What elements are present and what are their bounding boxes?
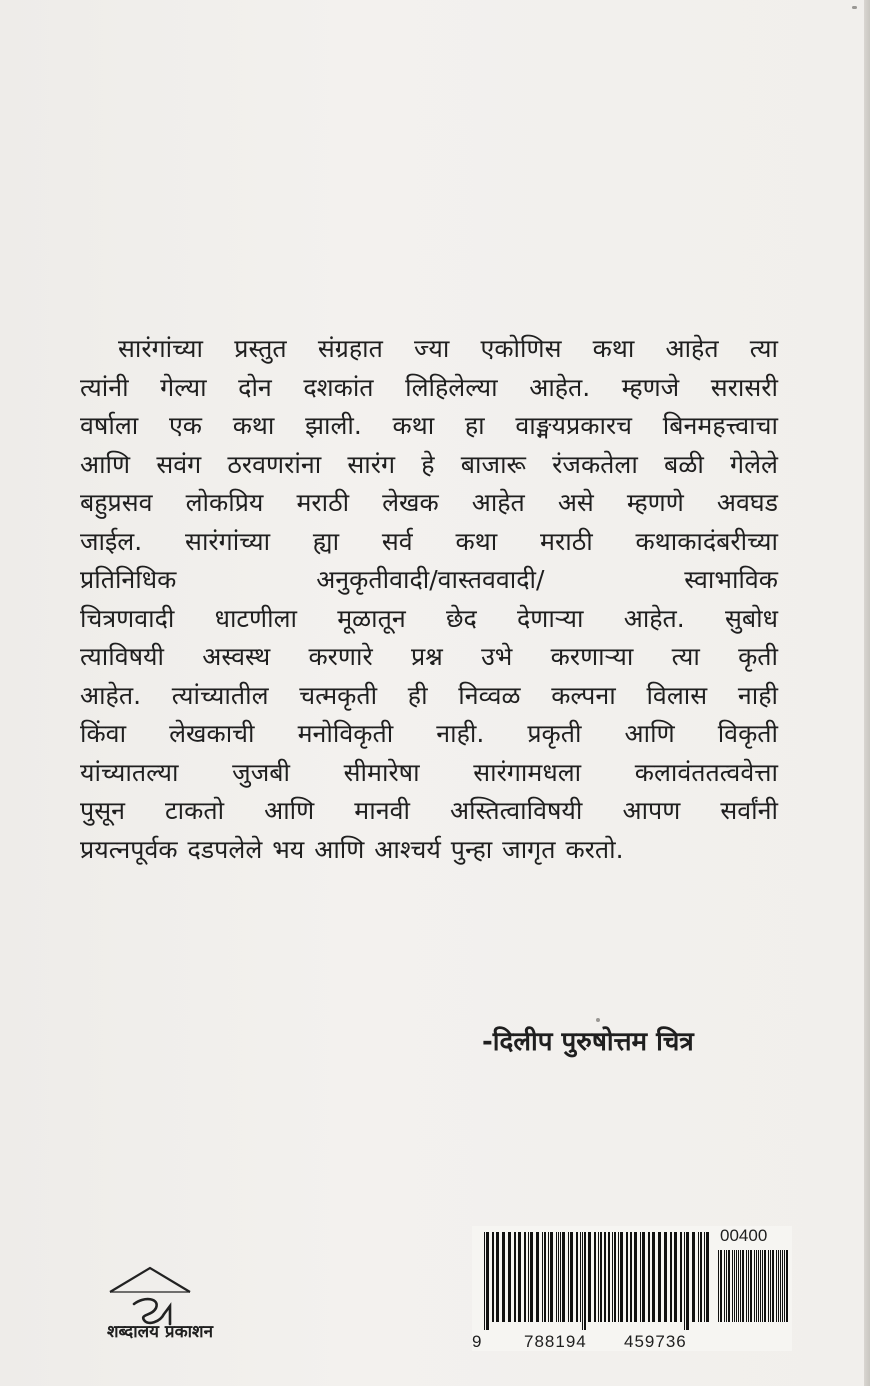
barcode-bar	[686, 1232, 689, 1330]
blurb-line: वर्षाला एक कथा झाली. कथा हा वाङ्मयप्रकारच बिनमहत्त्वाचा	[80, 411, 778, 440]
barcode-bar	[706, 1232, 709, 1322]
barcode-bar	[780, 1250, 781, 1322]
barcode-bar	[640, 1232, 641, 1322]
barcode-bar	[670, 1232, 672, 1322]
blurb-line: आहेत. त्यांच्यातील चत्मकृती ही निव्वळ कल्पना विलास नाही	[80, 680, 778, 710]
barcode-bar	[508, 1232, 511, 1322]
barcode-bar	[620, 1232, 623, 1322]
barcode-bar	[588, 1232, 591, 1322]
barcode-bar	[560, 1232, 561, 1322]
barcode-bars	[484, 1232, 710, 1330]
barcode-bar	[738, 1250, 739, 1322]
blurb-line: सारंगांच्या प्रस्तुत संग्रहात ज्या एकोणिस कथा आहेत त्या	[118, 334, 778, 363]
barcode-bar	[764, 1250, 766, 1322]
barcode-bar	[770, 1250, 771, 1322]
barcode-bar	[728, 1250, 730, 1322]
barcode-digit-group-2: 459736	[624, 1332, 687, 1351]
barcode-digit-lead: 9	[472, 1332, 482, 1351]
barcode-bar	[750, 1250, 752, 1322]
barcode-bar	[626, 1232, 628, 1322]
barcode-bar	[562, 1232, 565, 1322]
blurb-line: यांच्यातल्या जुजबी सीमारेषा सारंगामधला कलावंततत्ववेत्ता	[80, 757, 778, 787]
barcode-bar	[772, 1250, 774, 1322]
barcode-bar	[784, 1250, 785, 1322]
cover-edge	[864, 0, 870, 1386]
barcode-bar	[680, 1232, 682, 1322]
barcode-bar	[492, 1232, 494, 1322]
barcode-bar	[732, 1250, 733, 1322]
barcode-bar	[598, 1232, 599, 1322]
barcode-bar	[648, 1232, 650, 1322]
barcode-bar	[652, 1232, 655, 1322]
barcode-bar	[484, 1232, 485, 1330]
barcode-bar	[594, 1232, 596, 1322]
barcode-bar	[746, 1250, 747, 1322]
barcode-bar	[720, 1250, 722, 1322]
barcode-bar	[692, 1232, 695, 1322]
barcode-bar	[536, 1232, 539, 1322]
barcode-digit-group-1: 788194	[524, 1332, 587, 1351]
barcode-bar	[518, 1232, 521, 1322]
blurb-text	[80, 330, 778, 869]
barcode-bar	[544, 1232, 546, 1322]
barcode-bar	[734, 1250, 735, 1322]
barcode-bar	[740, 1250, 741, 1322]
barcode-bar	[604, 1232, 606, 1322]
barcode-bar	[684, 1232, 685, 1330]
barcode-bar	[530, 1232, 533, 1322]
publisher-name: शब्दालय प्रकाशन	[106, 1322, 214, 1342]
blurb-line: त्यांनी गेल्या दोन दशकांत लिहिलेल्या आहेत. म्हणजे सरासरी	[80, 372, 778, 402]
barcode-bar	[726, 1250, 727, 1322]
barcode-bar	[502, 1232, 505, 1322]
barcode-bar	[528, 1232, 529, 1322]
blurb-line: जाईल. सारंगांच्या ह्या सर्व कथा मराठी कथाकादंबरीच्या	[80, 526, 778, 556]
barcode-bar	[782, 1250, 783, 1322]
barcode-bar	[630, 1232, 632, 1322]
barcode-bar	[582, 1232, 583, 1330]
barcode-bar	[768, 1250, 769, 1322]
barcode-bar	[558, 1232, 559, 1322]
barcode-bar	[778, 1250, 779, 1322]
barcode-bar	[786, 1250, 788, 1322]
barcode-addon-bars	[718, 1250, 788, 1330]
barcode-bar	[698, 1232, 699, 1322]
barcode-bar	[608, 1232, 610, 1322]
barcode-bar	[736, 1250, 737, 1322]
barcode-bar	[742, 1250, 744, 1322]
barcode-bar	[618, 1232, 619, 1322]
barcode-bar	[548, 1232, 549, 1322]
barcode-bar	[576, 1232, 578, 1322]
barcode-bar	[718, 1250, 719, 1322]
barcode-bar	[600, 1232, 602, 1322]
barcode-bar	[612, 1232, 613, 1322]
barcode-bar	[584, 1232, 586, 1330]
barcode-bar	[486, 1232, 489, 1330]
barcode-bar	[658, 1232, 661, 1322]
barcode-bar	[524, 1232, 526, 1322]
blurb-line: प्रतिनिधिक अनुकृतीवादी/वास्तववादी/ स्वाभाविक	[80, 565, 778, 594]
barcode-bar	[634, 1232, 637, 1322]
barcode-bar	[724, 1250, 725, 1322]
paper-speck	[852, 6, 857, 9]
blurb-line: पुसून टाकतो आणि मानवी अस्तित्वाविषयी आपण सर्वांनी	[80, 796, 778, 825]
barcode-bar	[580, 1232, 581, 1322]
blurb-line: आणि सवंग ठरवणरांना सारंग हे बाजारू रंजकतेला बळी गेलेले	[80, 449, 778, 479]
barcode-bar	[758, 1250, 759, 1322]
barcode-bar	[664, 1232, 667, 1322]
barcode-price-addon: 00400	[720, 1226, 768, 1245]
barcode-bar	[760, 1250, 761, 1322]
barcode-bar	[748, 1250, 749, 1322]
barcode-bar	[700, 1232, 702, 1322]
isbn-barcode	[472, 1226, 792, 1351]
barcode-bar	[674, 1232, 677, 1322]
barcode-bar	[762, 1250, 763, 1322]
barcode-bar	[704, 1232, 705, 1322]
barcode-bar	[542, 1232, 543, 1322]
barcode-bar	[568, 1232, 569, 1322]
barcode-bar	[496, 1232, 499, 1322]
barcode-bar	[642, 1232, 645, 1322]
blurb-line: बहुप्रसव लोकप्रिय मराठी लेखक आहेत असे म्हणणे अवघड	[80, 488, 778, 517]
barcode-bar	[776, 1250, 777, 1322]
barcode-bar	[756, 1250, 757, 1322]
barcode-bar	[556, 1232, 557, 1322]
blurb-line: चित्रणवादी धाटणीला मूळातून छेद देणाऱ्या आहेत. सुबोध	[80, 603, 778, 633]
barcode-bar	[614, 1232, 616, 1322]
blurb-line: प्रयत्नपूर्वक दडपलेले भय आणि आश्चर्य पुन्हा जागृत करतो.	[80, 834, 624, 864]
author-signature: -दिलीप पुरुषोत्तम चित्र	[482, 1027, 694, 1057]
barcode-bar	[570, 1232, 573, 1322]
blurb-line: किंवा लेखकाची मनोविकृती नाही. प्रकृती आणि विकृती	[80, 719, 778, 748]
blurb-line: त्याविषयी अस्वस्थ करणारे प्रश्न उभे करणाऱ्या त्या कृती	[80, 642, 778, 671]
barcode-bar	[754, 1250, 755, 1322]
barcode-bar	[514, 1232, 516, 1322]
barcode-bar	[550, 1232, 553, 1322]
